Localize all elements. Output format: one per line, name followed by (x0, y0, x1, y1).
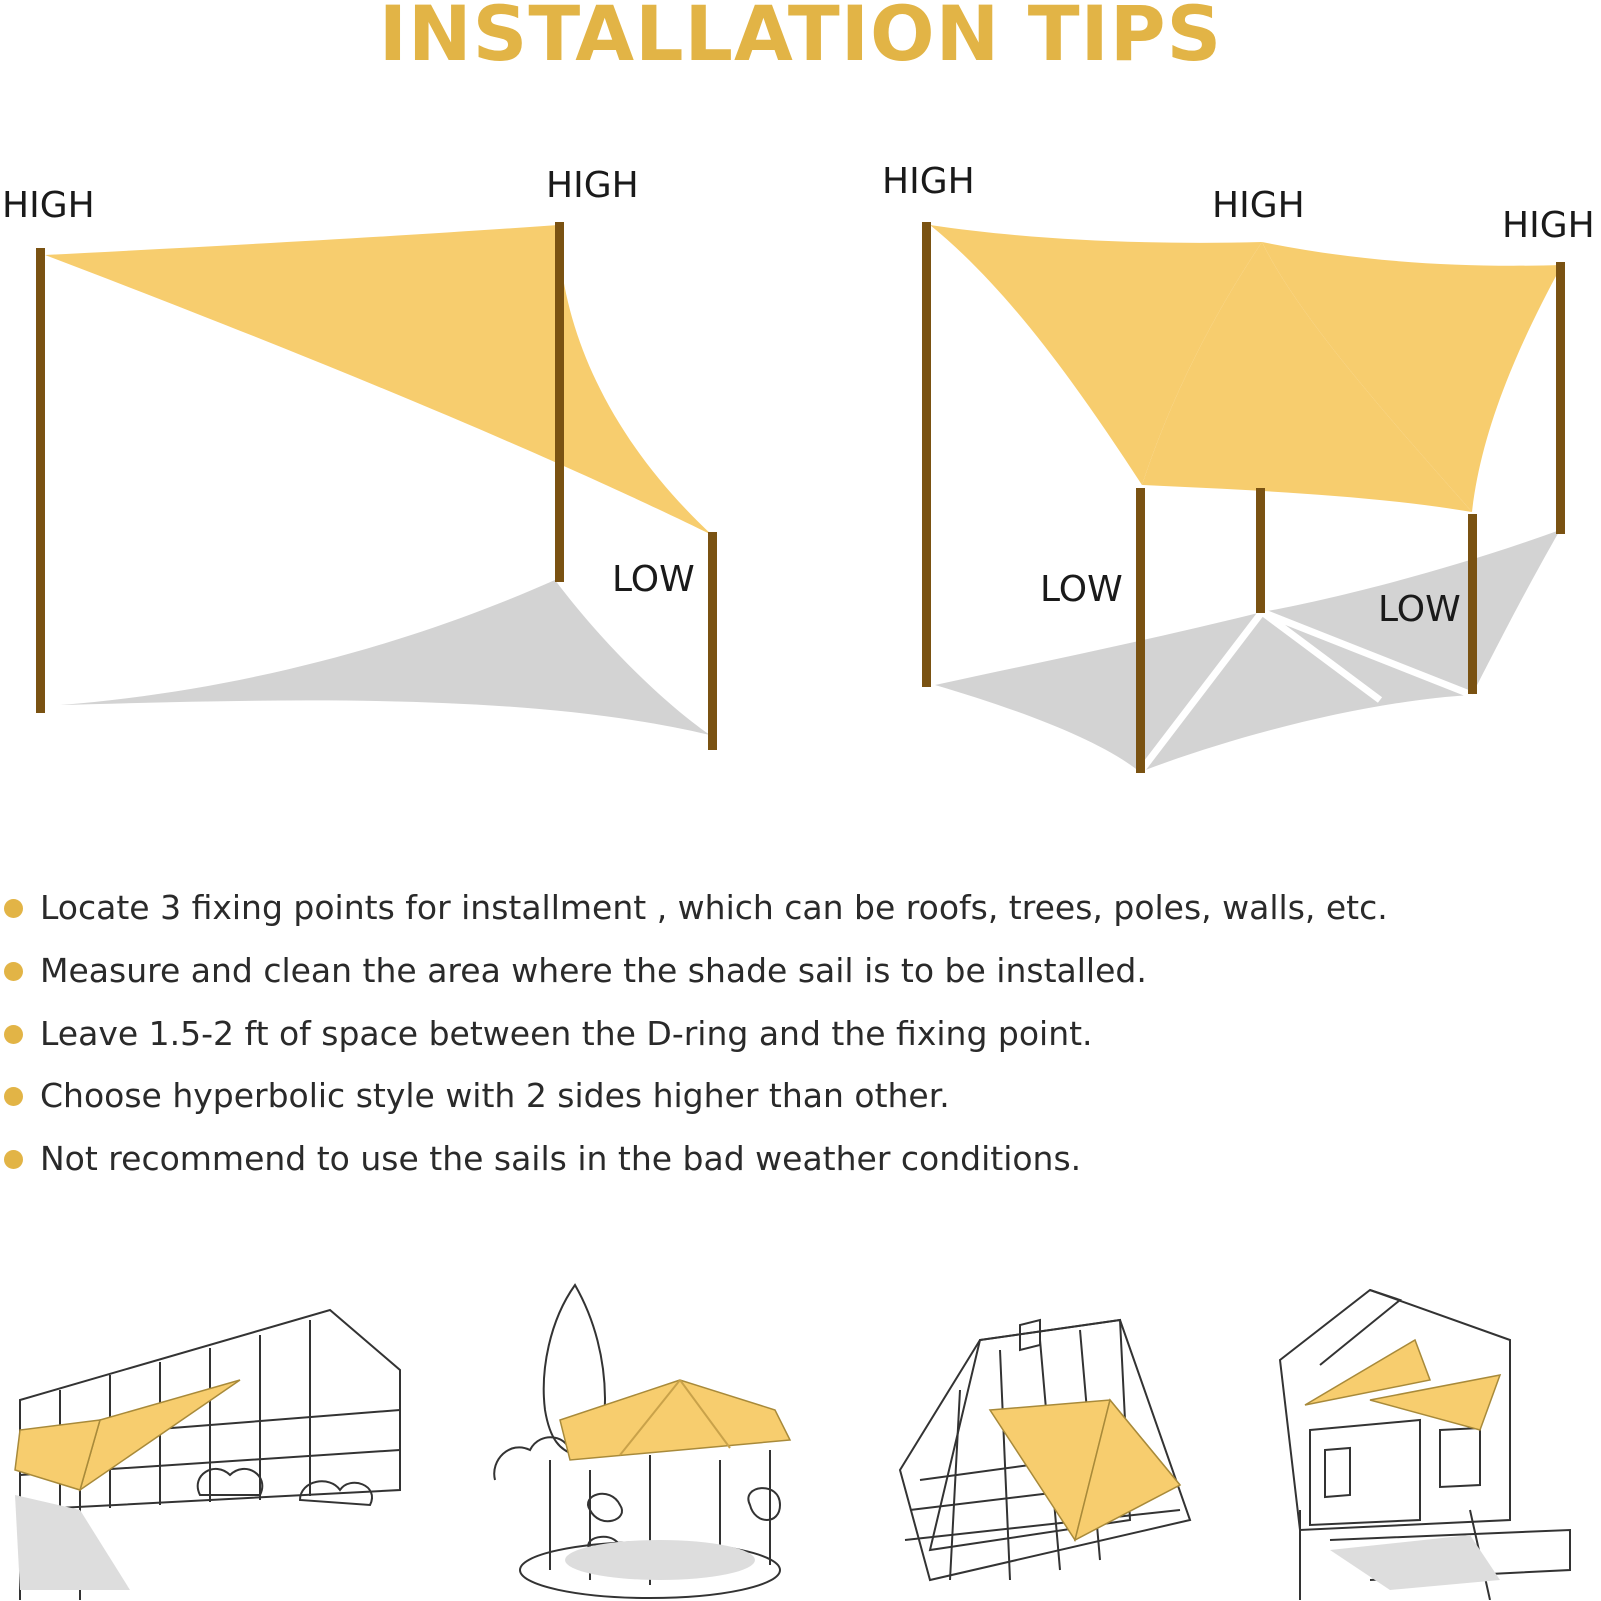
right-sail-shadow (935, 530, 1560, 772)
label-low-2: LOW (1040, 569, 1123, 610)
house-with-sails-icon (0, 1280, 420, 1600)
label-high-1: HIGH (2, 185, 95, 226)
pole-right-3 (1256, 488, 1265, 613)
label-high-2: HIGH (546, 165, 639, 206)
bullet-dot-icon (4, 1087, 23, 1106)
pole-right-5 (1556, 262, 1565, 534)
right-sail-diagram (0, 0, 1601, 800)
bullet-dot-icon (4, 899, 23, 918)
label-low-1: LOW (612, 559, 695, 600)
label-high-4: HIGH (1212, 185, 1305, 226)
label-low-3: LOW (1378, 589, 1461, 630)
pole-right-4 (1468, 514, 1477, 694)
building-with-sails-icon (890, 1280, 1210, 1600)
bullet-dot-icon (4, 1150, 23, 1169)
label-high-5: HIGH (1502, 205, 1595, 246)
bullet-dot-icon (4, 962, 23, 981)
bullet-dot-icon (4, 1025, 23, 1044)
cottage-with-sails-icon (1270, 1280, 1590, 1600)
page-title: INSTALLATION TIPS (378, 0, 1223, 78)
tree-and-gazebo-sail-icon (490, 1280, 810, 1600)
label-high-3: HIGH (882, 161, 975, 202)
pole-right-2 (1136, 488, 1145, 773)
pole-right-1 (922, 222, 931, 687)
